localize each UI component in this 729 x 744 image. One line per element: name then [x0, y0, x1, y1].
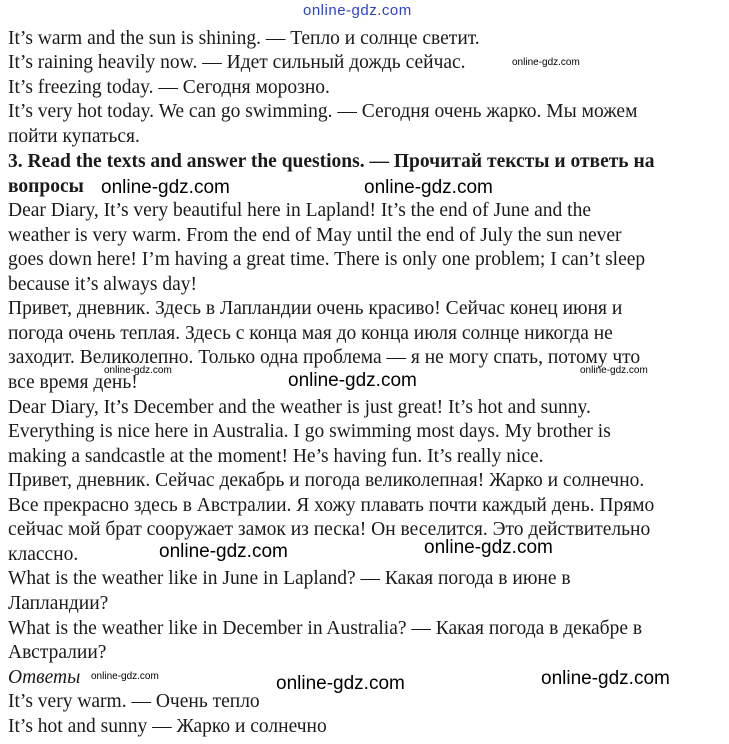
section-heading-cont: вопросы	[8, 176, 84, 197]
watermark: online-gdz.com	[159, 541, 288, 562]
text-line: пойти купаться.	[8, 126, 140, 147]
text-line: Привет, дневник. Здесь в Лапландии очень красиво! Сейчас конец июня и	[8, 298, 623, 319]
text-line: weather is very warm. From the end of May until the end of July the sun never	[8, 225, 622, 246]
text-line: It’s raining heavily now. — Идет сильный дождь сейчас.	[8, 52, 466, 73]
text-line: классно.	[8, 544, 79, 565]
text-line: It’s very hot today. We can go swimming. — Сегодня очень жарко. Мы можем	[8, 101, 638, 122]
text-line: goes down here! I’m having a great time. There is only one problem; I can’t sleep	[8, 249, 646, 270]
text-line: погода очень теплая. Здесь с конца мая до конца июля солнце никогда не	[8, 323, 613, 344]
watermark: online-gdz.com	[512, 57, 580, 68]
watermark: online-gdz.com	[276, 673, 405, 694]
text-line: Everything is nice here in Australia. I go swimming most days. My brother is	[8, 421, 611, 442]
text-line: Dear Diary, It’s very beautiful here in Lapland! It’s the end of June and the	[8, 200, 591, 221]
watermark: online-gdz.com	[101, 177, 230, 198]
text-line: Привет, дневник. Сейчас декабрь и погода великолепная! Жарко и солнечно.	[8, 470, 645, 491]
text-line: It’s freezing today. — Сегодня морозно.	[8, 77, 330, 98]
watermark: online-gdz.com	[288, 370, 417, 391]
watermark: online-gdz.com	[91, 671, 159, 682]
text-line: Австралии?	[8, 642, 107, 663]
watermark: online-gdz.com	[104, 365, 172, 376]
text-line: It’s hot and sunny — Жарко и солнечно	[8, 716, 327, 737]
watermark: online-gdz.com	[364, 177, 493, 198]
text-line: It’s warm and the sun is shining. — Тепло и солнце светит.	[8, 28, 480, 49]
text-line: What is the weather like in June in Lapland? — Какая погода в июне в	[8, 568, 571, 589]
header-watermark: online-gdz.com	[303, 2, 412, 19]
text-line: заходит. Великолепно. Только одна проблема — я не могу спать, потому что	[8, 347, 641, 368]
section-heading: 3. Read the texts and answer the questions. — Прочитай тексты и ответь на	[8, 151, 655, 172]
text-line: Dear Diary, It’s December and the weather is just great! It’s hot and sunny.	[8, 397, 591, 418]
text-line: What is the weather like in December in Australia? — Какая погода в декабре в	[8, 618, 643, 639]
text-line: Лапландии?	[8, 593, 109, 614]
text-line: making a sandcastle at the moment! He’s having fun. It’s really nice.	[8, 446, 544, 467]
text-line: It’s very warm. — Очень тепло	[8, 691, 260, 712]
text-line: because it’s always day!	[8, 274, 197, 295]
watermark: online-gdz.com	[424, 537, 553, 558]
text-line: сейчас мой брат сооружает замок из песка! Он веселится. Это действительно	[8, 519, 651, 540]
watermark: online-gdz.com	[580, 365, 648, 376]
answers-heading: Ответы	[8, 667, 81, 688]
watermark: online-gdz.com	[541, 668, 670, 689]
text-line: Все прекрасно здесь в Австралии. Я хожу плавать почти каждый день. Прямо	[8, 495, 655, 516]
text-line: все время день!	[8, 372, 138, 393]
